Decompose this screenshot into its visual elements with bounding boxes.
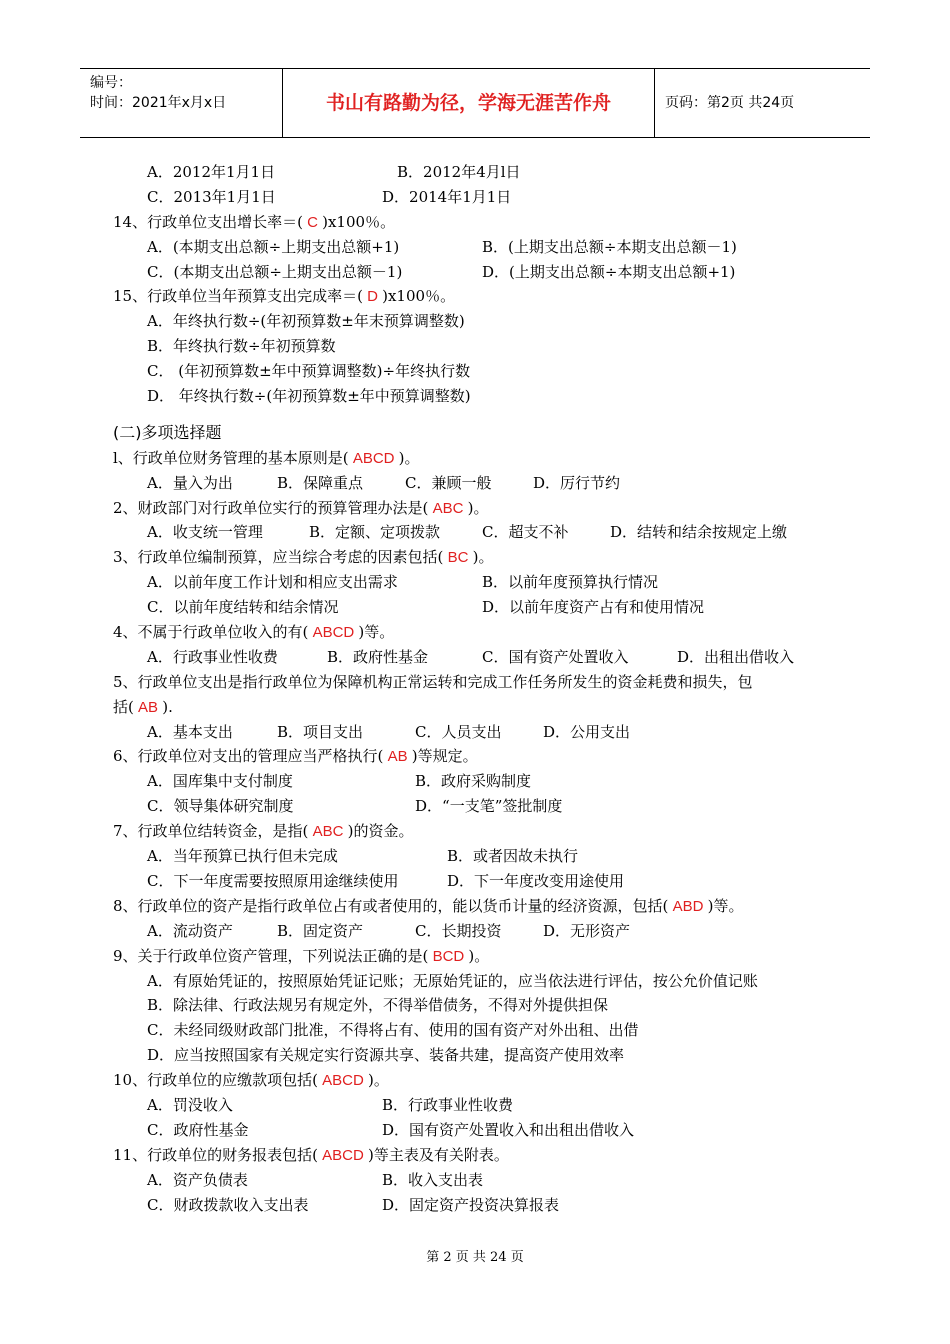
question-stem (113, 894, 853, 919)
option: B．收入支出表 (382, 1170, 484, 1189)
answer-key: C (302, 213, 323, 231)
option: B．除法律、行政法规另有规定外，不得举借债务，不得对外提供担保 (147, 996, 609, 1015)
option: A．(本期支出总额÷上期支出总额+1) (147, 237, 400, 256)
question-text-tail: )x100％。 (322, 212, 396, 231)
option-row (113, 570, 853, 595)
question-text-tail: )等规定。 (411, 747, 478, 766)
option-row (113, 1018, 853, 1043)
question-stem (113, 1143, 853, 1168)
option-row (113, 1193, 853, 1218)
option-row (113, 384, 853, 409)
question-text: 10、行政单位的应缴款项包括( (113, 1071, 318, 1090)
option-row (113, 160, 853, 185)
option: C．人员支出 (415, 722, 502, 741)
option-row (113, 720, 853, 745)
answer-key: ABCD (317, 1072, 368, 1090)
option: B．行政事业性收费 (382, 1095, 514, 1114)
option: B．(上期支出总额÷本期支出总额－1) (482, 237, 737, 256)
question-text-tail: ). (162, 697, 173, 716)
option: A．罚没收入 (147, 1095, 233, 1114)
option-row (113, 645, 853, 670)
answer-key: AB (133, 698, 163, 716)
answer-key: D (362, 288, 383, 306)
question-text-tail: )x100％。 (382, 287, 456, 306)
question-content (113, 160, 853, 1217)
option: A．2012年1月1日 (147, 163, 276, 181)
answer-key: AB (383, 748, 412, 766)
option: D．应当按照国家有关规定实行资源共享、装备共建，提高资产使用效率 (147, 1046, 625, 1065)
option-row (113, 869, 853, 894)
option: C．长期投资 (415, 921, 502, 940)
answer-key: ABC (308, 823, 348, 841)
header-meta (80, 69, 283, 137)
question-text-tail: )等。 (707, 896, 744, 915)
option: D．结转和结余按规定上缴 (610, 523, 788, 542)
option-row (113, 1043, 853, 1068)
question-text: 5、行政单位支出是指行政单位为保障机构正常运转和完成工作任务所发生的资金耗费和损失，包 (113, 672, 753, 691)
option: D．以前年度资产占有和使用情况 (482, 598, 705, 617)
answer-key: ABCD (348, 449, 399, 467)
option: C．(本期支出总额÷上期支出总额－1) (147, 262, 403, 281)
option-row (113, 595, 853, 620)
question-text-tail: )。 (467, 498, 489, 517)
option: D．(上期支出总额÷本期支出总额+1) (482, 262, 736, 281)
option-row (113, 844, 853, 869)
option: C．国有资产处置收入 (482, 647, 629, 666)
option-row (113, 993, 853, 1018)
question-text: l、行政单位财务管理的基本原则是( (113, 448, 349, 467)
question-text: 4、不属于行政单位收入的有( (113, 623, 309, 642)
option: A．基本支出 (147, 722, 233, 741)
answer-key: ABC (428, 499, 468, 517)
answer-key: ABCD (308, 624, 359, 642)
question-stem (113, 944, 853, 969)
header-page-info: 页码：第2页 共24页 (665, 95, 795, 111)
option: A．资产负债表 (147, 1170, 248, 1189)
question-text: 6、行政单位对支出的管理应当严格执行( (113, 747, 384, 766)
question-stem (113, 210, 853, 235)
option: C．政府性基金 (147, 1120, 249, 1139)
option-row (113, 471, 853, 496)
question-stem (113, 744, 853, 769)
option-row (113, 919, 853, 944)
option: A．国库集中支付制度 (147, 772, 293, 791)
question-text-tail: )。 (472, 548, 494, 567)
header-motto: 书山有路勤为径，学海无涯苦作舟 (283, 69, 655, 137)
option: C． (年初预算数±年中预算调整数)÷年终执行数 (147, 362, 471, 381)
question-text: 15、行政单位当年预算支出完成率＝( (113, 287, 363, 306)
question-text-tail: )。 (367, 1071, 389, 1090)
option: A．当年预算已执行但未完成 (147, 847, 338, 866)
option: B．或者因故未执行 (447, 847, 579, 866)
option: D．无形资产 (543, 921, 631, 940)
question-stem (113, 1068, 853, 1093)
question-stem (113, 620, 853, 645)
option: B．政府采购制度 (415, 772, 532, 791)
question-text-tail: )。 (398, 448, 420, 467)
question-text: 11、行政单位的财务报表包括( (113, 1145, 318, 1164)
question-stem (113, 670, 853, 695)
option: B．政府性基金 (327, 647, 429, 666)
option: A．行政事业性收费 (147, 647, 278, 666)
question-stem (113, 496, 853, 521)
option: B．保障重点 (277, 473, 364, 492)
question-text: 8、行政单位的资产是指行政单位占有或者使用的，能以货币计量的经济资源，包括( (113, 896, 669, 915)
option: C．财政拨款收入支出表 (147, 1195, 309, 1214)
option-row (113, 334, 853, 359)
question-text: 9、关于行政单位资产管理，下列说法正确的是( (113, 946, 429, 965)
option: C．超支不补 (482, 523, 569, 542)
option: B．定额、定项拨款 (309, 523, 441, 542)
page-footer: 第 2 页 共 24 页 (426, 1250, 524, 1265)
option: B．2012年4月l日 (397, 163, 521, 181)
option-row (113, 185, 853, 210)
answer-key: ABD (668, 897, 708, 915)
option-row (113, 359, 853, 384)
option: B．年终执行数÷年初预算数 (147, 337, 336, 356)
option: A．流动资产 (147, 921, 233, 940)
option: B．以前年度预算执行情况 (482, 573, 659, 592)
option: C．2013年1月1日 (147, 187, 276, 206)
answer-key: ABCD (317, 1146, 368, 1164)
option: B．固定资产 (277, 921, 364, 940)
question-text-tail: )的资金。 (347, 822, 414, 841)
option: B．项目支出 (277, 722, 364, 741)
option-row (113, 260, 853, 285)
option-row (113, 769, 853, 794)
answer-key: BC (443, 549, 473, 567)
option-row (113, 969, 853, 994)
question-text: 7、行政单位结转资金，是指( (113, 822, 309, 841)
option-row (113, 520, 853, 545)
doc-time-label: 时间：2021年x月x日 (90, 95, 227, 111)
option: A．收支统一管理 (147, 523, 263, 542)
question-stem (113, 695, 853, 720)
doc-number-label: 编号： (90, 75, 132, 91)
option: C．兼顾一般 (405, 473, 492, 492)
option: A．有原始凭证的，按照原始凭证记账；无原始凭证的，应当依法进行评估，按公允价值记账 (147, 971, 758, 990)
option: D．固定资产投资决算报表 (382, 1195, 560, 1214)
question-stem (113, 545, 853, 570)
option: C．下一年度需要按照原用途继续使用 (147, 871, 399, 890)
option: A．以前年度工作计划和相应支出需求 (147, 573, 398, 592)
section-heading: (二)多项选择题 (113, 422, 222, 442)
option: D． 年终执行数÷(年初预算数±年中预算调整数) (147, 387, 471, 406)
option: D．出租出借收入 (677, 647, 795, 666)
option: D．2014年1月1日 (382, 187, 512, 206)
option-row (113, 1168, 853, 1193)
option: D．“一支笔”签批制度 (415, 797, 563, 816)
question-text: 括( (113, 697, 134, 716)
option: A．量入为出 (147, 473, 233, 492)
question-text: 2、财政部门对行政单位实行的预算管理办法是( (113, 498, 429, 517)
answer-key: BCD (428, 947, 469, 965)
option: D．公用支出 (543, 722, 631, 741)
question-stem (113, 446, 853, 471)
question-text-tail: )等主表及有关附表。 (367, 1145, 509, 1164)
option-row (113, 309, 853, 334)
option-row (113, 1093, 853, 1118)
question-text-tail: )。 (468, 946, 490, 965)
question-stem (113, 819, 853, 844)
option: D．国有资产处置收入和出租出借收入 (382, 1120, 635, 1139)
option-row (113, 235, 853, 260)
option: C．未经同级财政部门批准，不得将占有、使用的国有资产对外出租、出借 (147, 1021, 639, 1040)
option: C．领导集体研究制度 (147, 797, 294, 816)
option-row (113, 794, 853, 819)
question-stem (113, 284, 853, 309)
question-text-tail: )等。 (358, 623, 395, 642)
option: D．下一年度改变用途使用 (447, 871, 625, 890)
option: C．以前年度结转和结余情况 (147, 598, 339, 617)
question-text: 14、行政单位支出增长率＝( (113, 212, 303, 231)
page-header (80, 68, 870, 138)
option: D．厉行节约 (533, 473, 621, 492)
question-text: 3、行政单位编制预算，应当综合考虑的因素包括( (113, 548, 444, 567)
option: A．年终执行数÷(年初预算数±年末预算调整数) (147, 312, 465, 331)
option-row (113, 1118, 853, 1143)
